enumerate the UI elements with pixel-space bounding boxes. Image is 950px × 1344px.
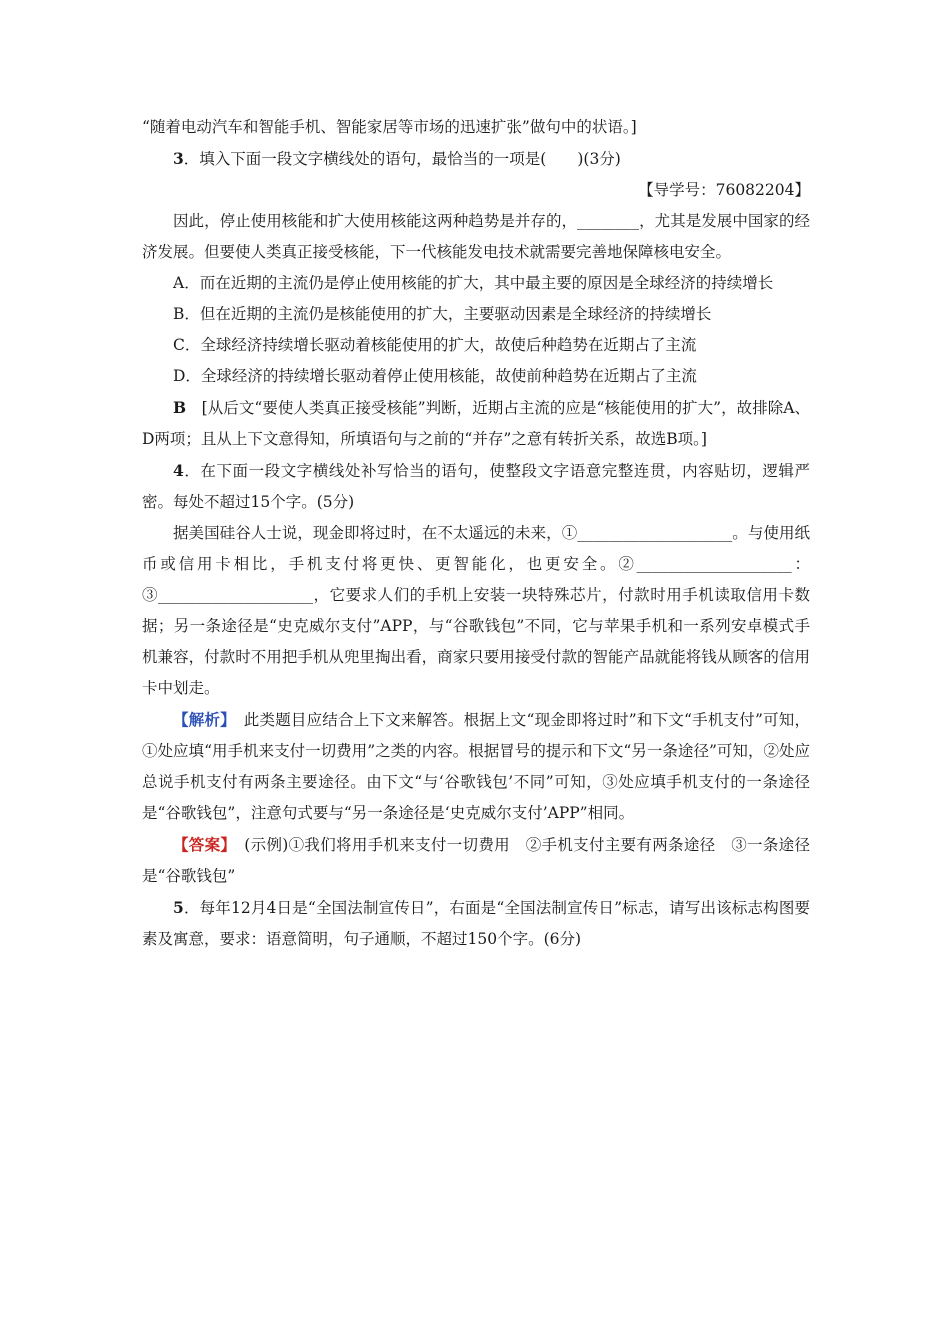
question-4-answer — [142, 829, 810, 892]
question-3-passage: 因此，停止使用核能和扩大使用核能这两种趋势是并存的，________，尤其是发展中国家的经济发展。但要使人类真正接受核能，下一代核能发电技术就需要完善地保障核电安全。 — [142, 212, 810, 261]
question-5-stem — [142, 892, 810, 955]
question-3 — [142, 143, 810, 455]
question-3-stem — [142, 143, 810, 175]
question-4-stem-text: ．在下面一段文字横线处补写恰当的语句，使整段文字语意完整连贯，内容贴切，逻辑严密。每处不超过15个字。(5分) — [142, 462, 810, 511]
question-3-reference-number: 【导学号：76082204】 — [638, 181, 810, 199]
question-4 — [142, 455, 810, 892]
question-3-option-c: C．全球经济持续增长驱动着核能使用的扩大，故使后种趋势在近期占了主流 — [173, 336, 697, 354]
question-5-number: 5 — [173, 898, 184, 917]
question-3-option-d: D．全球经济的持续增长驱动着停止使用核能，故使前种趋势在近期占了主流 — [173, 367, 697, 385]
question-3-option-a: A．而在近期的主流仍是停止使用核能的扩大，其中最主要的原因是全球经济的持续增长 — [173, 274, 774, 292]
answer-tag: 【答案】 — [173, 835, 229, 854]
question-4-number: 4 — [173, 461, 184, 480]
question-4-analysis — [142, 704, 810, 829]
question-3-number: 3 — [173, 149, 184, 168]
question-4-passage: 据美国硅谷人士说，现金即将过时，在不太遥远的未来，①____________________。与使用纸币或信用卡相比，手机支付将更快、更智能化，也更安全。②____________________：③____________________，它要求人们的手机上安装一块特殊芯片，付款时用手机读取信用卡数据；另一条途径是“史克威尔支付”APP，与“谷歌钱包”不同，它与苹果手机和一系列安卓模式手机兼容，付款时不用把手机从兜里掏出看，商家只要用接受付款的智能产品就能将钱从顾客的信用卡中划走。 — [142, 524, 810, 697]
question-4-analysis-text: 此类题目应结合上下文来解答。根据上文“现金即将过时”和下文“手机支付”可知，①处应填“用手机来支付一切费用”之类的内容。根据冒号的提示和下文“另一条途径”可知，②处应总说手机支付有两条主要途径。由下文“与‘谷歌钱包’不同”可知，③处应填手机支付的一条途径是“谷歌钱包”，注意句式要与“另一条途径是‘史克威尔支付’APP”相同。 — [142, 711, 810, 822]
question-4-answer-text: (示例)①我们将用手机来支付一切费用 ②手机支付主要有两条途径 ③一条途径是“谷歌钱包” — [142, 836, 810, 885]
question-5-stem-text: ．每年12月4日是“全国法制宣传日”，右面是“全国法制宣传日”标志，请写出该标志构图要素及寓意，要求：语意简明，句子通顺，不超过150个字。(6分) — [142, 899, 810, 948]
question-3-option-b: B．但在近期的主流仍是核能使用的扩大，主要驱动因素是全球经济的持续增长 — [173, 305, 712, 323]
document-page — [142, 112, 810, 955]
question-3-stem-text: ．填入下面一段文字横线处的语句，最恰当的一项是( )(3分) — [183, 150, 621, 168]
question-4-stem — [142, 455, 810, 518]
question-3-answer — [142, 392, 810, 455]
question-3-explanation: [从后文“要使人类真正接受核能”判断，近期占主流的应是“核能使用的扩大”，故排除A、D两项；且从上下文意得知，所填语句与之前的“并存”之意有转折关系，故选B项。] — [142, 399, 810, 448]
previous-explanation-tail: “随着电动汽车和智能手机、智能家居等市场的迅速扩张”做句中的状语。] — [142, 118, 637, 136]
question-5 — [142, 892, 810, 955]
analysis-tag: 【解析】 — [173, 710, 229, 729]
question-3-answer-letter: B — [173, 398, 187, 417]
